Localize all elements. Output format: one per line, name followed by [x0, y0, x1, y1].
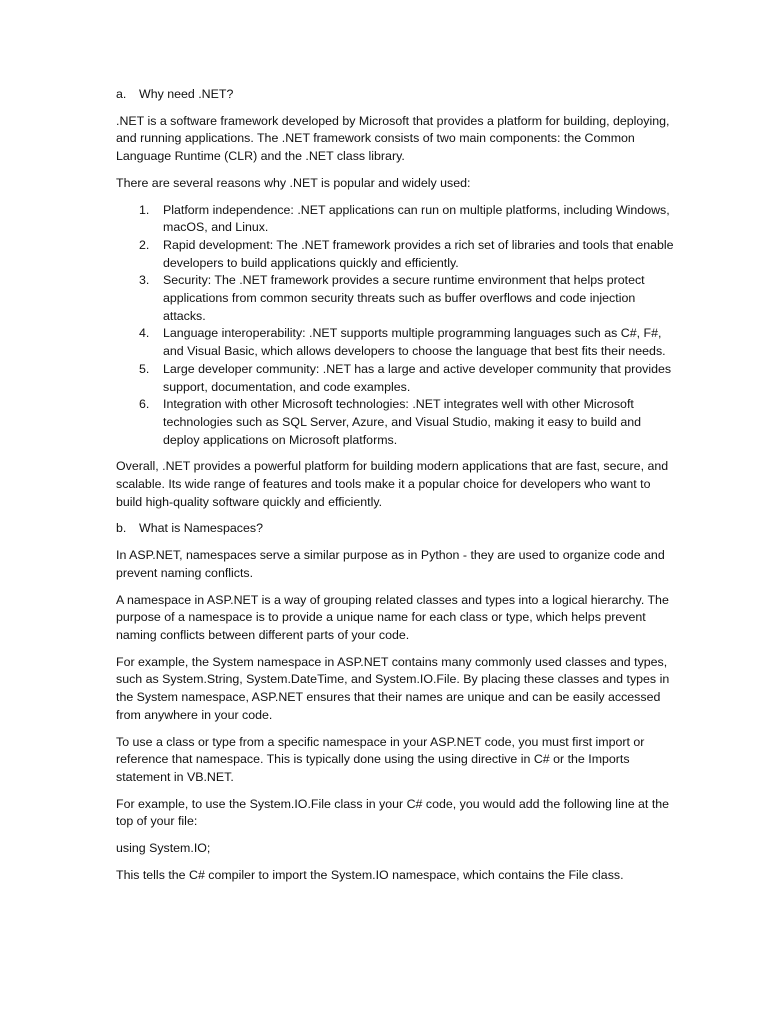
section-b-marker: b. [116, 521, 127, 536]
list-item-number: 4. [139, 326, 150, 341]
namespace-paragraph: For example, the System namespace in ASP.NET contains many commonly used classes and types, such as System.String, System.DateTime, and System.IO.File. By placing these classes and types in the System namespace, ASP.NET ensures that their names are unique and can be easily accessed from anywhere in your code. [116, 654, 670, 722]
list-item-text: Large developer community: .NET has a large and active developer community that provides support, documentation, and code examples. [163, 361, 672, 394]
section-a-title: Why need .NET? [139, 87, 234, 101]
list-item-text: Language interoperability: .NET supports multiple programming languages such as C#, F#, and Visual Basic, which allows developers to choose the language that best fits their needs. [163, 326, 666, 359]
list-item [116, 396, 676, 449]
namespace-paragraph: For example, to use the System.IO.File class in your C# code, you would add the following line at the top of your file: [116, 796, 670, 829]
section-b-heading [116, 520, 676, 538]
section-a-heading [116, 86, 676, 104]
section-b-title: What is Namespaces? [139, 521, 263, 536]
list-item [116, 237, 676, 272]
namespace-paragraph: To use a class or type from a specific namespace in your ASP.NET code, you must first import or reference that namespace. This is typically done using the using directive in C# or the Imports statement in VB.NET. [116, 734, 645, 784]
list-item [116, 361, 676, 396]
list-item-number: 1. [139, 202, 150, 217]
reasons-list [116, 202, 676, 450]
reasons-intro: There are several reasons why .NET is popular and widely used: [116, 175, 471, 190]
closing-paragraph: This tells the C# compiler to import the System.IO namespace, which contains the File class. [116, 867, 624, 882]
namespace-paragraph: A namespace in ASP.NET is a way of grouping related classes and types into a logical hierarchy. The purpose of a namespace is to provide a unique name for each class or type, which helps prevent naming conflicts between different parts of your code. [116, 592, 669, 642]
list-item-text: Security: The .NET framework provides a secure runtime environment that helps protect applications from common security threats such as buffer overflows and code injection attacks. [163, 273, 645, 323]
list-item-number: 6. [139, 397, 150, 412]
list-item [116, 272, 676, 325]
section-a-intro: .NET is a software framework developed by Microsoft that provides a platform for building, deploying, and running applications. The .NET framework consists of two main components: the Common Language Runtime (CLR) and the .NET class library. [116, 113, 670, 164]
list-item [116, 202, 676, 237]
namespace-paragraph: In ASP.NET, namespaces serve a similar purpose as in Python - they are used to organize code and prevent naming conflicts. [116, 548, 665, 580]
code-example: using System.IO; [116, 841, 211, 856]
list-item [116, 325, 676, 360]
list-item-number: 5. [139, 361, 150, 376]
list-item-number: 3. [139, 273, 150, 288]
list-item-text: Rapid development: The .NET framework provides a rich set of libraries and tools that enable developers to build applications quickly and efficiently. [163, 237, 674, 270]
list-item-number: 2. [139, 237, 150, 252]
section-a-summary: Overall, .NET provides a powerful platform for building modern applications that are fast, secure, and scalable. Its wide range of features and tools make it a popular choice for developers who want to build high-quality software quickly and efficiently. [116, 459, 669, 509]
list-item-text: Platform independence: .NET applications can run on multiple platforms, including Windows, macOS, and Linux. [163, 202, 670, 235]
document-body [116, 86, 676, 893]
list-item-text: Integration with other Microsoft technologies: .NET integrates well with other Microsoft technologies such as SQL Server, Azure, and Visual Studio, making it easy to build and deploy applications on Microsoft platforms. [163, 397, 642, 447]
section-a-marker: a. [116, 87, 127, 101]
